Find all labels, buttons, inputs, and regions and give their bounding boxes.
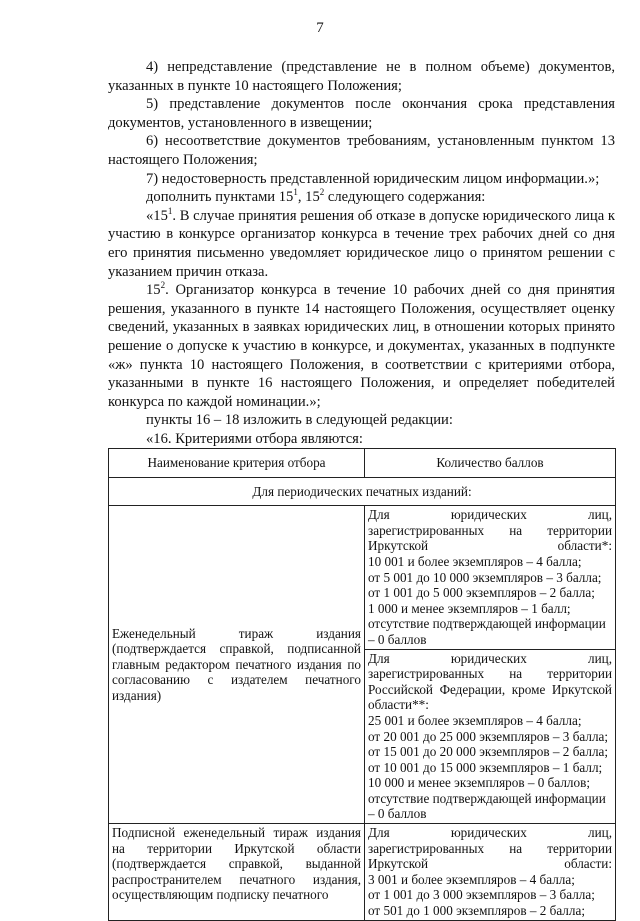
points-line: Для юридических лиц, зарегистрированных на территории Иркутской области*:	[368, 507, 612, 554]
paragraph-15-2	[108, 281, 615, 411]
points-line: от 20 001 до 25 000 экземпляров – 3 балла;	[368, 728, 609, 744]
points-line: пункты 16 – 18 изложить в следующей редакции:	[146, 412, 453, 429]
paragraph-item-5: 5) представление документов после окончания срока представления документов, установленного в извещении;	[108, 96, 615, 131]
points-line: от 5 001 до 10 000 экземпляров – 3 балла;	[368, 569, 602, 585]
document-body	[108, 58, 615, 448]
clause-number: 15	[146, 282, 161, 299]
points-cell	[365, 506, 616, 649]
clause-text: . В случае принятия решения об отказе в допуске юридического лица к участию в конкурсе организатор конкурса в течение трех рабочих дней со дня его принятия письменно уведомляет юридическое лицо о принятом решении с указанием причин отказа.	[108, 207, 615, 280]
paragraph-15-1	[108, 207, 615, 281]
page-number: 7	[316, 20, 324, 36]
superscript: 2	[160, 280, 166, 291]
points-line: Для юридических лиц, зарегистрированных на территории Российской Федерации, кроме Иркутской области**:	[368, 650, 612, 713]
table-header-row	[109, 449, 616, 478]
supplement-text: , 15	[297, 189, 320, 206]
paragraph-item-4: 4) непредставление (представление не в полном объеме) документов, указанных в пункте 10 настоящего Положения;	[108, 59, 615, 94]
points-line: 10 000 и менее экземпляров – 0 баллов;	[368, 775, 590, 791]
criteria-intro: «16. Критериями отбора являются:	[146, 430, 363, 447]
points-line: от 10 001 до 15 000 экземпляров – 1 балл;	[368, 759, 603, 775]
points-cell	[365, 649, 616, 824]
points-line: 1 000 и менее экземпляров – 1 балл;	[368, 600, 571, 616]
points-line: от 1 001 до 5 000 экземпляров – 2 балла;	[368, 585, 595, 601]
clause-number: «15	[146, 207, 168, 224]
column-header: Количество баллов	[365, 449, 616, 478]
table-section-row	[109, 477, 616, 506]
points-line: от 501 до 1 000 экземпляров – 2 балла;	[368, 903, 585, 919]
supplement-text: дополнить пунктами 15	[146, 189, 294, 206]
points-line: отсутствие подтверждающей информации – 0 баллов	[368, 616, 606, 647]
criterion-name: Еженедельный тираж издания (подтверждается справкой, подписанной главным редактором печатного издания по согласованию с издателем печатного издания)	[109, 506, 365, 824]
column-header: Наименование критерия отбора	[109, 449, 365, 478]
points-line: 10 001 и более экземпляров – 4 балла;	[368, 553, 582, 569]
criteria-table	[108, 448, 616, 921]
supplement-text: следующего содержания:	[324, 189, 486, 206]
table-row	[109, 506, 616, 649]
points-line: 25 001 и более экземпляров – 4 балла;	[368, 712, 582, 728]
points-line: от 15 001 до 20 000 экземпляров – 2 балла;	[368, 744, 609, 760]
points-line: Для юридических лиц, зарегистрированных на территории Иркутской области:	[368, 825, 612, 872]
superscript: 2	[319, 187, 325, 198]
paragraph-item-6: 6) несоответствие документов требованиям, установленным пунктом 13 настоящего Положения;	[108, 133, 615, 168]
table-row	[109, 824, 616, 921]
points-line: 3 001 и более экземпляров – 4 балла;	[368, 871, 575, 887]
paragraph-item-7: 7) недостоверность представленной юридическим лицом информации.»;	[146, 170, 600, 187]
supplement-line	[108, 188, 615, 207]
points-line: отсутствие подтверждающей информации – 0 баллов	[368, 790, 606, 822]
points-line: от 1 001 до 3 000 экземпляров – 3 балла;	[368, 887, 595, 903]
superscript: 1	[293, 187, 298, 198]
points-cell	[365, 824, 616, 921]
superscript: 1	[167, 205, 173, 216]
criterion-name: Подписной еженедельный тираж издания на территории Иркутской области (подтверждается справкой, выданной распространителем печатного издания, осуществляющим подписку печатного	[109, 824, 365, 921]
section-title: Для периодических печатных изданий:	[109, 477, 616, 506]
clause-text: . Организатор конкурса в течение 10 рабочих дней со дня принятия решения, указанного в пункте 14 настоящего Положения, осуществляет оценку сведений, указанных в заявках юридических лиц, в отношении которых принято решение о допуске к участию в конкурсе, и документах, указанных в подпункте «ж» пункта 10 настоящего Положения, в соответствии с критериями отбора, указанными в пункте 16 настоящего Положения, и определяет победителей конкурса по каждой номинации.»;	[108, 282, 615, 410]
